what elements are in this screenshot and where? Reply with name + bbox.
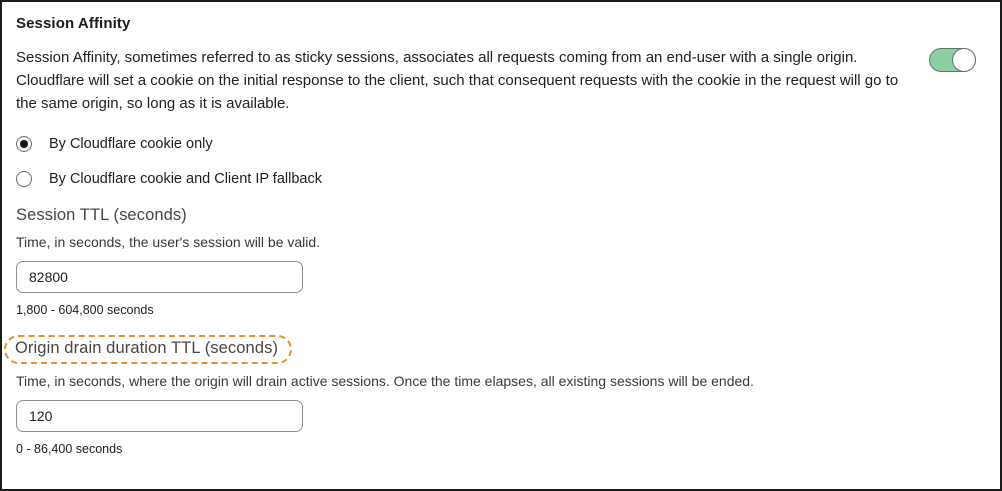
origin-drain-field [16, 335, 986, 456]
origin-drain-range-hint: 0 - 86,400 seconds [16, 442, 123, 456]
session-ttl-description: Time, in seconds, the user's session will be valid. [16, 234, 321, 250]
radio-option-cookie-only[interactable] [16, 136, 986, 152]
radio-selected-icon[interactable] [16, 136, 32, 152]
highlight-annotation [4, 335, 292, 364]
session-ttl-input[interactable] [16, 261, 303, 293]
radio-option-label: By Cloudflare cookie and Client IP fallback [49, 171, 322, 187]
session-ttl-label: Session TTL (seconds) [16, 206, 187, 224]
session-affinity-description: Session Affinity, sometimes referred to as sticky sessions, associates all requests coming from an end-user with a single origin. Cloudflare will set a cookie on the initial response to the client, such that consequent requests with the cookie in the request will go to the same origin, so long as it is available. [16, 49, 899, 112]
session-affinity-toggle[interactable] [929, 48, 976, 72]
origin-drain-input[interactable] [16, 400, 303, 432]
origin-drain-label: Origin drain duration TTL (seconds) [15, 339, 279, 357]
session-ttl-range-hint: 1,800 - 604,800 seconds [16, 303, 154, 317]
affinity-mode-radio-group [16, 136, 986, 187]
panel-title: Session Affinity [16, 15, 131, 32]
toggle-knob [952, 48, 976, 72]
radio-option-label: By Cloudflare cookie only [49, 136, 213, 152]
session-ttl-field [16, 206, 986, 317]
origin-drain-description: Time, in seconds, where the origin will drain active sessions. Once the time elapses, all existing sessions will be ended. [16, 373, 754, 389]
radio-option-cookie-ip-fallback[interactable] [16, 171, 986, 187]
radio-unselected-icon[interactable] [16, 171, 32, 187]
